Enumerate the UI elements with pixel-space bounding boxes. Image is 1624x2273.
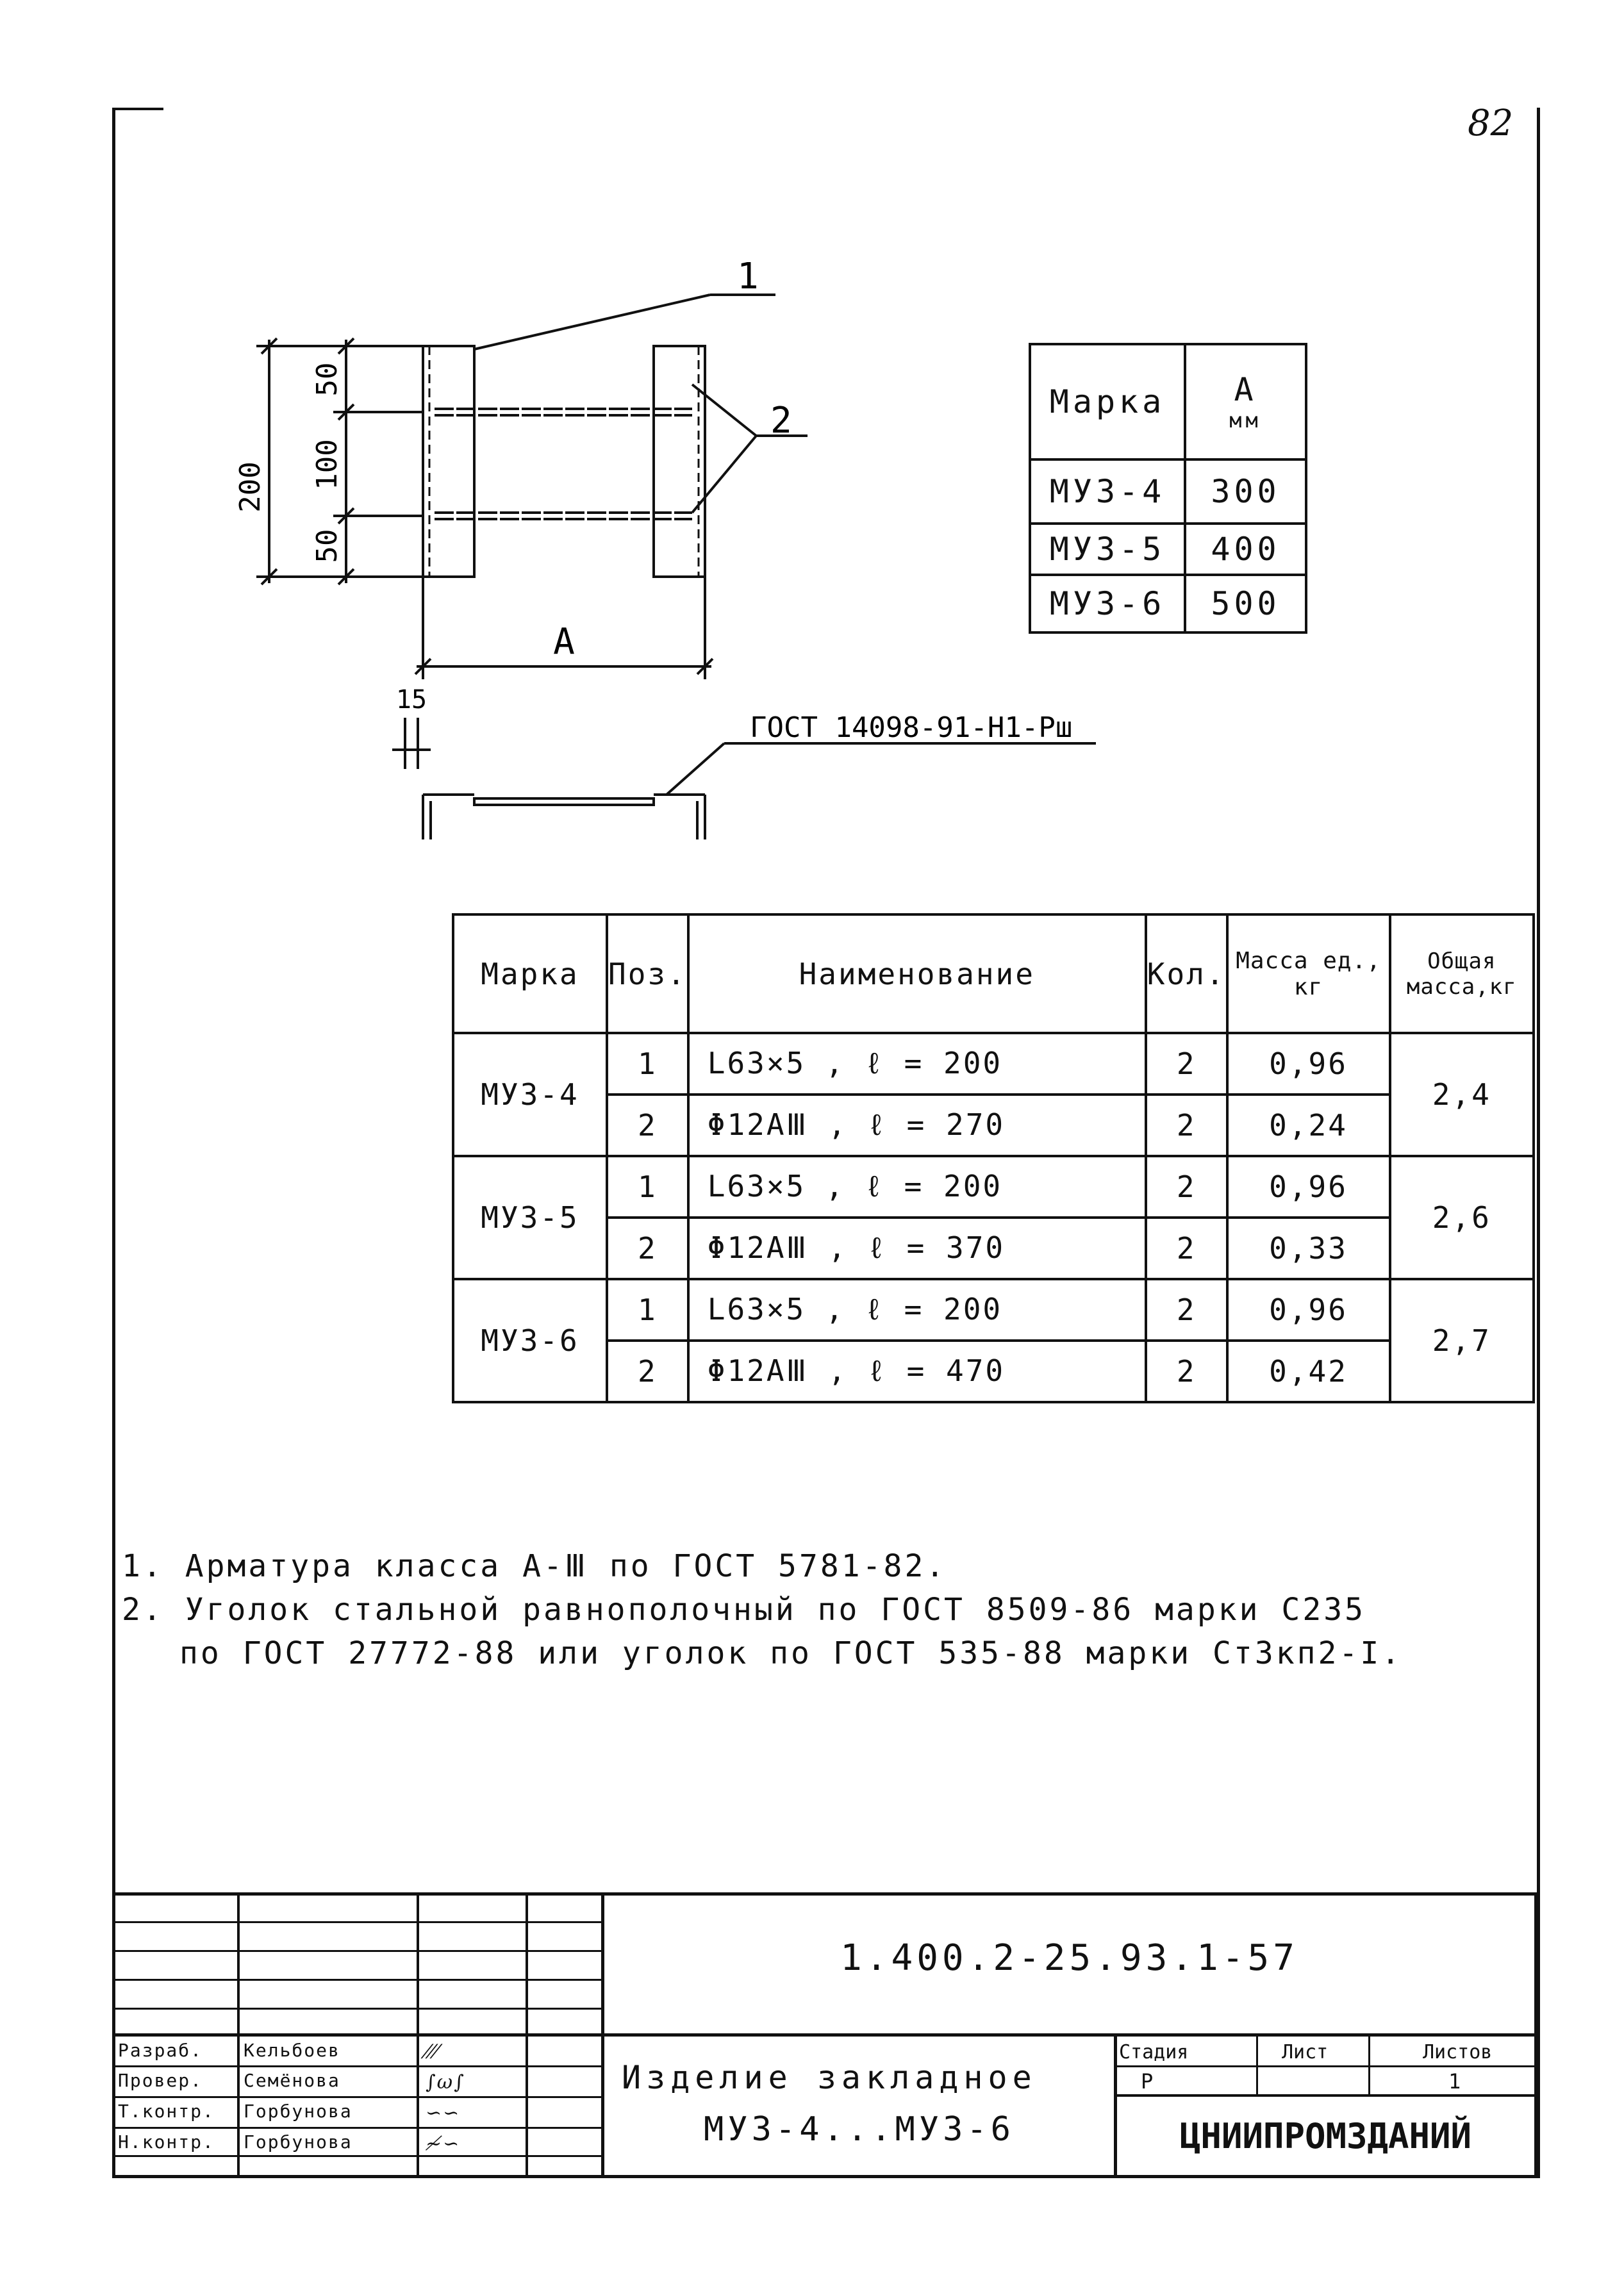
pos2-callout: 2 xyxy=(770,400,792,442)
spec-group-mark: МУЗ-6 xyxy=(453,1279,607,1402)
role-row xyxy=(118,2129,599,2157)
spec-qty: 2 xyxy=(1146,1033,1227,1095)
frame-top-corner xyxy=(112,108,163,110)
marks-table xyxy=(1029,343,1307,634)
role-name: Кельбоев xyxy=(244,2040,340,2061)
role-name: Семёнова xyxy=(244,2070,340,2091)
spec-mass: 0,96 xyxy=(1227,1279,1390,1341)
dim-15: 15 xyxy=(395,685,427,715)
spec-mass: 0,96 xyxy=(1227,1156,1390,1218)
spec-qty: 2 xyxy=(1146,1279,1227,1341)
spec-group-total: 2,6 xyxy=(1390,1156,1534,1279)
title-line1: Изделие закладное xyxy=(622,2059,1037,2096)
stage-value: Р xyxy=(1141,2069,1154,2094)
spec-header-mass-unit: Масса ед., кг xyxy=(1227,914,1390,1033)
stage-label: Стадия xyxy=(1119,2041,1189,2063)
angle-left xyxy=(423,346,474,577)
spec-header-mark: Марка xyxy=(453,914,607,1033)
sheet-label: Лист xyxy=(1282,2041,1329,2063)
role-row xyxy=(118,2037,599,2065)
role-label: Провер. xyxy=(118,2070,203,2091)
section-bar xyxy=(474,798,654,805)
sheets-value: 1 xyxy=(1448,2069,1461,2094)
spec-header-pos: Поз. xyxy=(607,914,688,1033)
spec-name: L63×5 , ℓ = 200 xyxy=(688,1156,1146,1218)
spec-name: Φ12AⅢ , ℓ = 370 xyxy=(688,1218,1146,1279)
spec-header-name: Наименование xyxy=(688,914,1146,1033)
spec-pos: 1 xyxy=(607,1033,688,1095)
notes xyxy=(122,1544,1402,1675)
spec-table xyxy=(452,913,1535,1403)
doc-code: 1.400.2-25.93.1-57 xyxy=(840,1937,1298,1979)
dim-mid: 100 xyxy=(311,439,344,490)
marks-header-a xyxy=(1185,344,1306,459)
spec-pos: 1 xyxy=(607,1156,688,1218)
note-line: 1. Арматура класса А-Ⅲ по ГОСТ 5781-82. xyxy=(122,1548,947,1584)
spec-pos: 2 xyxy=(607,1218,688,1279)
spec-group-mark: МУЗ-5 xyxy=(453,1156,607,1279)
spec-name: Φ12AⅢ , ℓ = 270 xyxy=(688,1095,1146,1156)
org-name: ЦНИИПРОМЗДАНИЙ xyxy=(1179,2115,1472,2156)
page-number: 82 xyxy=(1468,103,1514,144)
marks-cell-a: 400 xyxy=(1185,524,1306,575)
section-angle-left xyxy=(423,795,474,839)
spec-pos: 1 xyxy=(607,1279,688,1341)
marks-cell-mark: МУЗ-4 xyxy=(1030,459,1185,524)
role-label: Разраб. xyxy=(118,2040,203,2061)
marks-cell-a: 300 xyxy=(1185,459,1306,524)
marks-cell-mark: МУЗ-5 xyxy=(1030,524,1185,575)
dim-total: 200 xyxy=(234,461,267,513)
signature: ∽∽ xyxy=(426,2102,461,2124)
role-row xyxy=(118,2067,599,2095)
signature: ∫ω∫ xyxy=(426,2071,465,2094)
frame-left xyxy=(112,108,115,2178)
dim-a: A xyxy=(553,621,575,663)
spec-name: L63×5 , ℓ = 200 xyxy=(688,1279,1146,1341)
title-block xyxy=(115,1892,1537,2175)
spec-mass: 0,24 xyxy=(1227,1095,1390,1156)
angle-right xyxy=(654,346,705,577)
section-angle-right xyxy=(654,795,705,839)
signature: ⁄⁄⁄ xyxy=(426,2041,440,2063)
role-label: Н.контр. xyxy=(118,2131,215,2153)
spec-name: Φ12AⅢ , ℓ = 470 xyxy=(688,1341,1146,1402)
marks-cell-a: 500 xyxy=(1185,575,1306,632)
pos1-callout: 1 xyxy=(737,256,759,297)
spec-header-mass-total: Общая масса,кг xyxy=(1390,914,1534,1033)
role-name: Горбунова xyxy=(244,2101,352,2122)
spec-mass: 0,96 xyxy=(1227,1033,1390,1095)
frame-right xyxy=(1537,108,1540,2178)
spec-mass: 0,33 xyxy=(1227,1218,1390,1279)
spec-qty: 2 xyxy=(1146,1156,1227,1218)
signature: ≁∽ xyxy=(426,2133,461,2155)
marks-header-mark: Марка xyxy=(1030,344,1185,459)
spec-name: L63×5 , ℓ = 200 xyxy=(688,1033,1146,1095)
spec-group-total: 2,4 xyxy=(1390,1033,1534,1156)
dim-top: 50 xyxy=(311,362,344,397)
note-line: по ГОСТ 27772-88 или уголок по ГОСТ 535-88 марки Ст3кп2-I. xyxy=(179,1635,1403,1671)
marks-header-a-unit: мм xyxy=(1229,408,1262,433)
spec-qty: 2 xyxy=(1146,1341,1227,1402)
note-line: 2. Уголок стальной равнополочный по ГОСТ 8509-86 марки С235 xyxy=(122,1592,1366,1628)
title-line2: МУЗ-4...МУЗ-6 xyxy=(704,2110,1015,2149)
spec-mass: 0,42 xyxy=(1227,1341,1390,1402)
weld-note: ГОСТ 14098-91-Н1-Рш xyxy=(750,711,1073,744)
plan-drawing xyxy=(231,244,1160,872)
spec-pos: 2 xyxy=(607,1341,688,1402)
dim-bot: 50 xyxy=(311,529,344,563)
role-row xyxy=(118,2098,599,2126)
role-label: Т.контр. xyxy=(118,2101,215,2122)
spec-group-mark: МУЗ-4 xyxy=(453,1033,607,1156)
spec-header-qty: Кол. xyxy=(1146,914,1227,1033)
sheets-label: Листов xyxy=(1423,2041,1493,2063)
spec-qty: 2 xyxy=(1146,1095,1227,1156)
marks-header-a-label: A xyxy=(1234,371,1257,408)
role-name: Горбунова xyxy=(244,2131,352,2153)
spec-pos: 2 xyxy=(607,1095,688,1156)
spec-qty: 2 xyxy=(1146,1218,1227,1279)
marks-cell-mark: МУЗ-6 xyxy=(1030,575,1185,632)
frame-bottom xyxy=(112,2175,1540,2178)
spec-group-total: 2,7 xyxy=(1390,1279,1534,1402)
